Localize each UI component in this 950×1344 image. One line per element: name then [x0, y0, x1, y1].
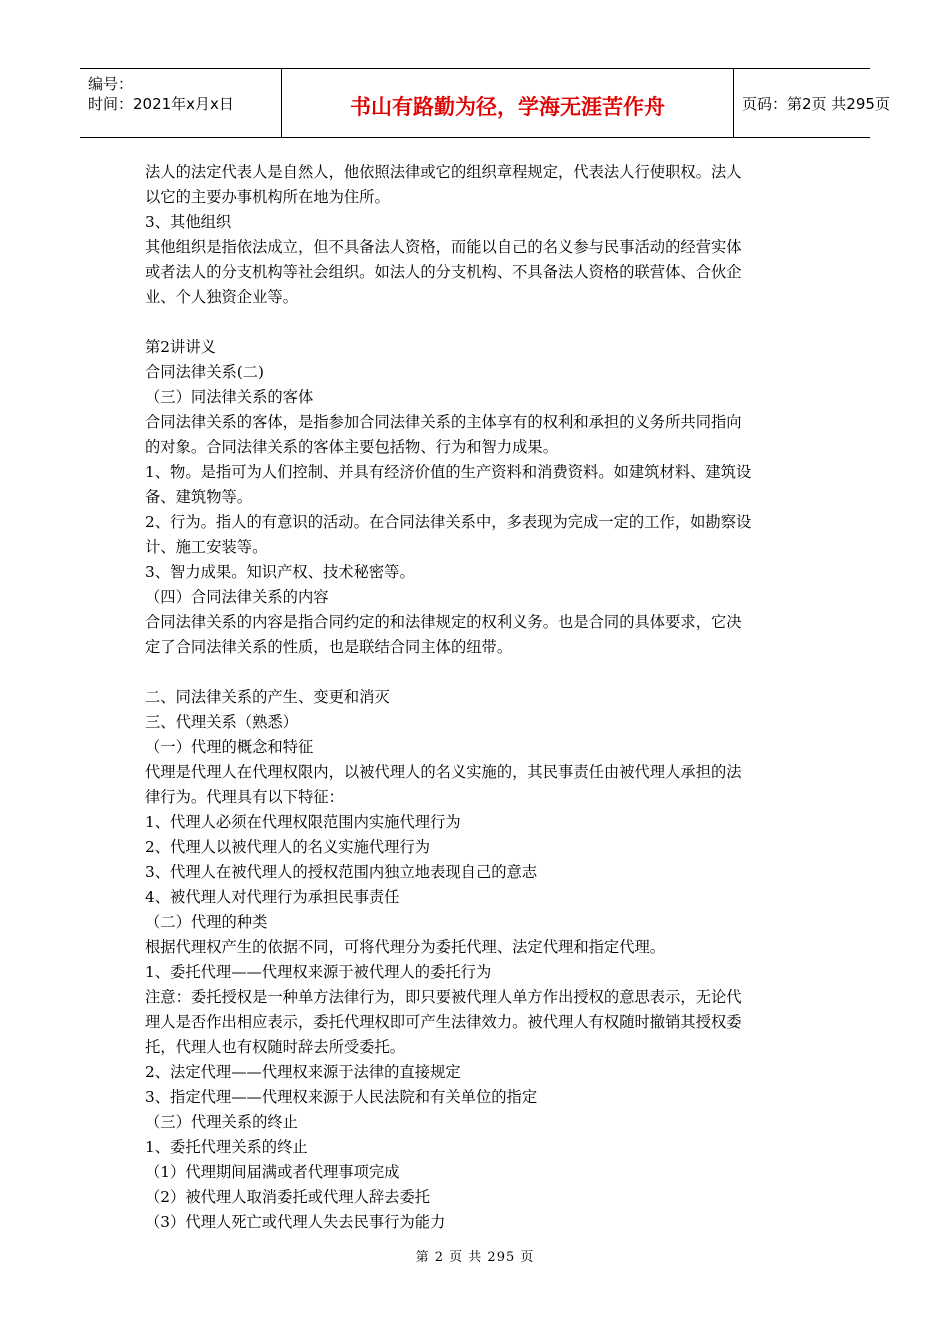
motto-text: 书山有路勤为径，学海无涯苦作舟 — [350, 95, 665, 119]
body-line: 第2讲讲义 — [145, 338, 216, 356]
body-line: 1、代理人必须在代理权限范围内实施代理行为 — [145, 813, 461, 831]
body-line: 托，代理人也有权随时辞去所受委托。 — [145, 1038, 406, 1056]
body-line: （三）代理关系的终止 — [145, 1113, 298, 1131]
date-line: 时间：2021年x月x日 — [88, 95, 234, 113]
body-line: 2、行为。指人的有意识的活动。在合同法律关系中，多表现为完成一定的工作，如勘察设 — [145, 513, 752, 531]
body-line: 以它的主要办事机构所在地为住所。 — [145, 188, 390, 206]
body-line: 其他组织是指依法成立，但不具备法人资格，而能以自己的名义参与民事活动的经营实体 — [145, 238, 742, 256]
body-line: 2、法定代理——代理权来源于法律的直接规定 — [145, 1063, 461, 1081]
body-line: 定了合同法律关系的性质，也是联结合同主体的纽带。 — [145, 638, 513, 656]
body-line: 合同法律关系的客体，是指参加合同法律关系的主体享有的权利和承担的义务所共同指向 — [145, 413, 742, 431]
body-line: 业、个人独资企业等。 — [145, 288, 298, 306]
body-line: 计、施工安装等。 — [145, 538, 268, 556]
body-line: （三）同法律关系的客体 — [145, 388, 314, 406]
header-motto-cell — [282, 69, 734, 137]
body-line: 代理是代理人在代理权限内，以被代理人的名义实施的，其民事责任由被代理人承担的法 — [145, 763, 742, 781]
body-line: 或者法人的分支机构等社会组织。如法人的分支机构、不具备法人资格的联营体、合伙企 — [145, 263, 742, 281]
body-line: （3）代理人死亡或代理人失去民事行为能力 — [145, 1213, 446, 1231]
body-line: （二）代理的种类 — [145, 913, 268, 931]
blank-line — [145, 660, 805, 685]
body-line: 1、物。是指可为人们控制、并具有经济价值的生产资料和消费资料。如建筑材料、建筑设 — [145, 463, 752, 481]
page-footer: 第 2 页 共 295 页 — [415, 1250, 535, 1265]
body-line: 1、委托代理——代理权来源于被代理人的委托行为 — [145, 963, 492, 981]
header-page-cell — [734, 69, 890, 137]
body-line: （1）代理期间届满或者代理事项完成 — [145, 1163, 400, 1181]
body-line: 3、智力成果。知识产权、技术秘密等。 — [145, 563, 415, 581]
body-line: 2、代理人以被代理人的名义实施代理行为 — [145, 838, 431, 856]
body-line: 1、委托代理关系的终止 — [145, 1138, 308, 1156]
body-line: 注意：委托授权是一种单方法律行为，即只要被代理人单方作出授权的意思表示，无论代 — [145, 988, 742, 1006]
body-line: （2）被代理人取消委托或代理人辞去委托 — [145, 1188, 431, 1206]
body-line: 根据代理权产生的依据不同，可将代理分为委托代理、法定代理和指定代理。 — [145, 938, 666, 956]
body-line: 3、代理人在被代理人的授权范围内独立地表现自己的意志 — [145, 863, 538, 881]
body-line: （一）代理的概念和特征 — [145, 738, 314, 756]
header-meta-cell — [80, 69, 282, 137]
body-line: 法人的法定代表人是自然人，他依照法律或它的组织章程规定，代表法人行使职权。法人 — [145, 163, 742, 181]
body-line: （四）合同法律关系的内容 — [145, 588, 329, 606]
document-body — [145, 160, 805, 1235]
body-line: 4、被代理人对代理行为承担民事责任 — [145, 888, 400, 906]
body-line: 3、其他组织 — [145, 213, 232, 231]
blank-line — [145, 310, 805, 335]
page-info: 页码：第2页 共295页 — [742, 95, 890, 113]
body-line: 的对象。合同法律关系的客体主要包括物、行为和智力成果。 — [145, 438, 559, 456]
body-line: 备、建筑物等。 — [145, 488, 253, 506]
number-label: 编号： — [88, 75, 134, 93]
body-line: 三、代理关系（熟悉） — [145, 713, 298, 731]
body-line: 合同法律关系(二) — [145, 363, 265, 381]
body-line: 理人是否作出相应表示，委托代理权即可产生法律效力。被代理人有权随时撤销其授权委 — [145, 1013, 742, 1031]
body-line: 律行为。代理具有以下特征： — [145, 788, 344, 806]
page-header — [80, 68, 890, 138]
body-line: 二、同法律关系的产生、变更和消灭 — [145, 688, 390, 706]
body-line: 3、指定代理——代理权来源于人民法院和有关单位的指定 — [145, 1088, 538, 1106]
body-line: 合同法律关系的内容是指合同约定的和法律规定的权利义务。也是合同的具体要求，它决 — [145, 613, 742, 631]
